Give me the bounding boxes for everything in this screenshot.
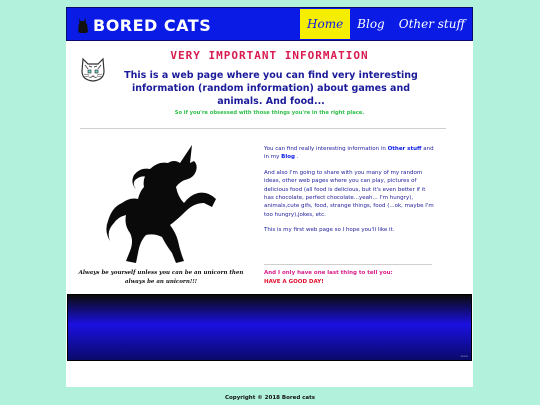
unicorn-quote: Always be yourself unless you can be an unicorn then always be an unicorn!!! (78, 270, 244, 285)
section-title: VERY IMPORTANT INFORMATION (170, 49, 369, 62)
last-line: And I only have one last thing to tell you: (264, 270, 393, 276)
info-divider (264, 264, 432, 265)
other-stuff-link[interactable]: Other stuff (387, 146, 422, 152)
info-p1-pre: You can find really interesting information in (264, 146, 388, 152)
info-p1-post: . (294, 154, 299, 161)
obsessed-text: So if you're obsessed with those things you're in the right place. (174, 110, 365, 116)
info-text (264, 145, 434, 242)
info-paragraph-2: And also I'm going to share with you many of my random ideas, other web pages where you can play, pictures of delicious food (all food is delicious, but it's even better if it has chocolate, perfect chocolate...yeah... I'm hungry), animals,cute gifs, food, strange things, food (...ok, maybe I'm too hungry),jokes, etc. (264, 169, 434, 218)
intro-text: This is a web page where you can find very interesting information (random information) about games and animals. And food... (124, 70, 418, 107)
closing-text (264, 269, 434, 286)
nav-other-stuff[interactable]: Other stuff (398, 17, 465, 31)
site-header (66, 7, 473, 41)
good-day-text: HAVE A GOOD DAY! (264, 278, 324, 285)
divider (80, 128, 446, 129)
footer-copyright: Copyright © 2018 Bored cats (224, 395, 316, 401)
main-nav (300, 8, 472, 40)
logo-text: BORED CATS (93, 15, 212, 35)
info-paragraph-1 (264, 145, 434, 162)
nav-blog[interactable]: Blog (357, 17, 385, 31)
info-p1-mid: and in my (264, 146, 434, 161)
cat-face-icon (80, 55, 106, 83)
site-logo[interactable] (75, 13, 211, 37)
blog-link[interactable]: Blog (281, 154, 295, 161)
banner-credit: www (460, 354, 468, 358)
info-paragraph-3: This is my first web page so I hope you'll like it. (264, 227, 395, 234)
nav-home[interactable]: Home (300, 9, 350, 39)
cat-silhouette-icon (75, 16, 91, 34)
page-container (66, 7, 473, 387)
unicorn-silhouette-image (100, 141, 218, 265)
gradient-banner (67, 294, 472, 361)
